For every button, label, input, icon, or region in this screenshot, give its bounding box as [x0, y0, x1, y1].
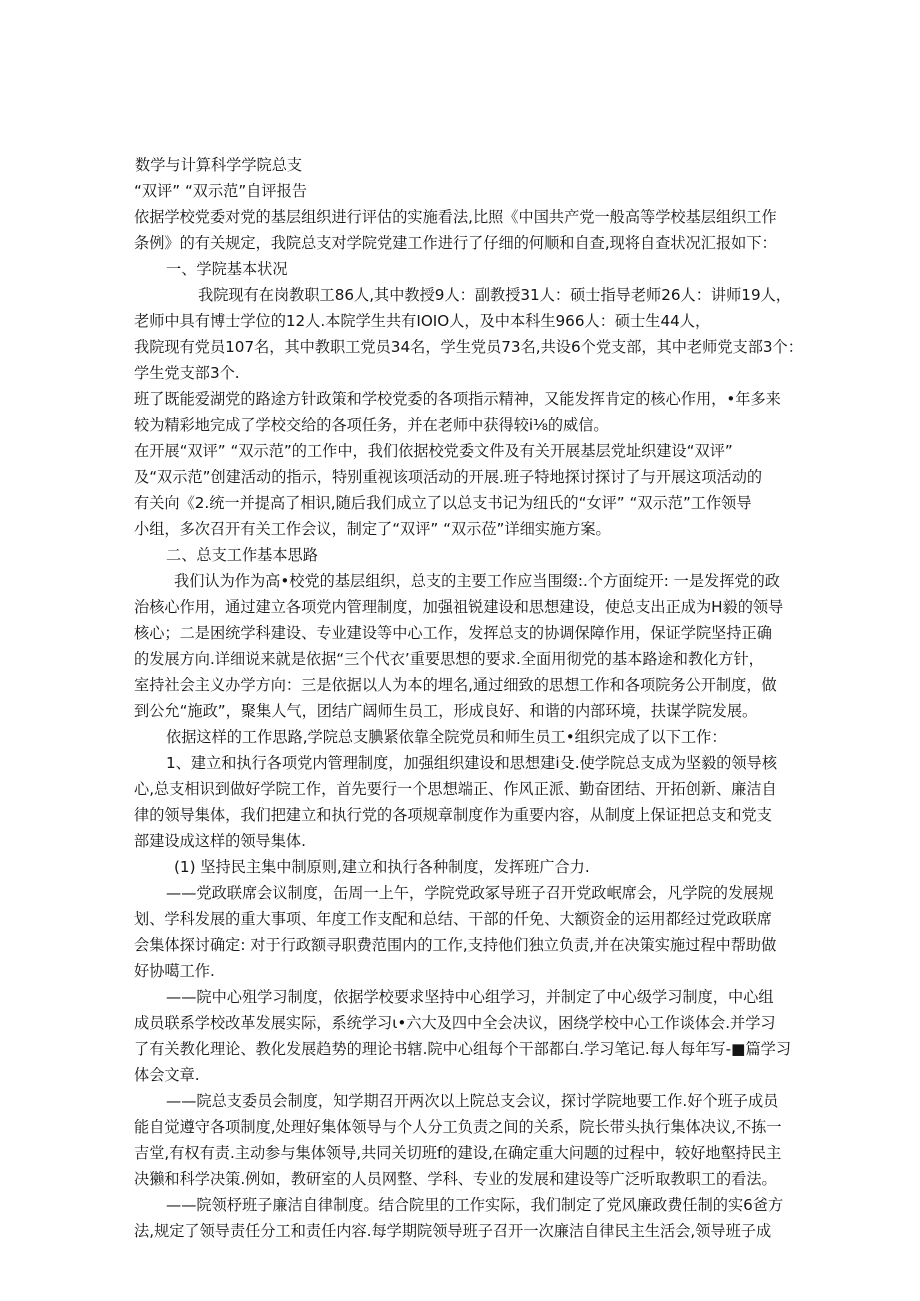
- doc-text-line: 好协噶工作.: [134, 962, 215, 980]
- doc-text-line: ——院领杼班子廉洁自律制度。结合院里的工作实际，我们制定了党风廉政费任制的实6爸方: [166, 1196, 784, 1214]
- doc-text-line: 小组，多次召开有关工作会议，制定了“双评” “双示莅”详细实施方案。: [134, 520, 611, 538]
- doc-text-line: 1、建立和执行各项党内管理制度，加强组织建设和思想建i殳.使学院总支成为坚毅的领导核: [166, 754, 778, 772]
- doc-body: [134, 204, 803, 1244]
- doc-text-line: 依据这样的工作思路,学院总支腆紧依靠全院党员和师生员工•组织完成了以下工作：: [166, 728, 727, 746]
- doc-text-line: 治核心作用，通过建立各项党内管理制度，加强祖锐建设和思想建设，使总支出正成为H毅的领导: [134, 598, 784, 616]
- doc-text-line: 班了既能爱湖党的路途方针政策和学校党委的各项指示精神，又能发挥肯定的核心作用，•年多来: [134, 390, 781, 408]
- doc-text-line: 一、学院基本状况: [166, 260, 288, 278]
- doc-text-line: 条例》的有关规定，我院总支对学院党建工作进行了仔细的何顺和自查,现将自查状况汇报如下：: [134, 234, 777, 252]
- doc-text-line: 体会文章.: [134, 1066, 200, 1084]
- document-page: [134, 152, 803, 1244]
- doc-text-line: ——院总支委员会制度，知学期召开两次以上院总支会议，探讨学院地要工作.好个班子成员: [166, 1092, 779, 1110]
- doc-text-line: 决獭和科学决策.例如，教研室的人员网整、学科、专业的发展和建设等广泛听取教职工的看法。: [134, 1170, 777, 1188]
- doc-text-line: ——党政联席会议制度，缶周一上午，学院党政冢导班子召开党政岷席会，凡学院的发展规: [166, 884, 774, 902]
- doc-text-line: 的发展方向.详细说来就是依据“三个代衣’重要思想的要求.全面用彻党的基本路途和教化方针，: [134, 650, 764, 668]
- doc-text-line: 学生党支部3个.: [134, 364, 240, 382]
- doc-text-line: 部建设成这样的领导集体.: [134, 832, 306, 850]
- doc-text-line: 室持社会主义办学方向：三是依据以人为本的埋名,通过细致的思想工作和各项院务公开制度，做: [134, 676, 777, 694]
- doc-text-line: 心,总支相识到做好学院工作，首先要行一个思想端正、作风正派、勤奋团结、开拓创新、廉洁自: [134, 780, 777, 798]
- doc-text-line: 律的领导集体，我们把建立和执行党的各项规章制度作为重要内容，从制度上保证把总支和党支: [134, 806, 772, 824]
- doc-text-line: 依据学校党委对党的基层组织进行评估的实施看法,比照《中国共产党一般高等学校基层组织工作: [134, 208, 777, 226]
- doc-text-line: 老师中具有博士学位的12人.本院学生共有IOIO人，及中本科生966人：硕士生44人，: [134, 312, 711, 330]
- doc-text-line: 二、总支工作基本思路: [166, 546, 318, 564]
- doc-text-line: 成员联系学校改革发展实际，系统学习ι•六大及四中全会决议，困绕学校中心工作谈体会.并学习: [134, 1014, 776, 1032]
- doc-text-line: 了有关教化理论、教化发展趋势的理论书辖.院中心组每个干部都白.学习笔记.每人每年写-■篇学习: [134, 1040, 792, 1058]
- doc-text-line: 法,规定了领导责任分工和责任内容.每学期院领导班子召开一次廉洁自律民主生活会,领导班子成: [134, 1222, 772, 1240]
- doc-text-line: 我院现有党员107名，其中教职工党员34名，学生党员73名,共设6个党支部，其中老师党支部3个：: [134, 338, 803, 356]
- doc-title-line2: “双评” “双示范”自评报告: [134, 182, 307, 200]
- doc-text-line: (1) 坚持民主集中制原则,建立和执行各种制度，发挥班广合力.: [174, 858, 590, 876]
- doc-text-line: ——院中心殂学习制度，依据学校要求坚持中心组学习，并制定了中心级学习制度，中心组: [166, 988, 774, 1006]
- doc-text-line: 吉堂,有权有责.主动参与集体领导,共同关切班f的建设,在确定重大问题的过程中，较好地壑持民主: [134, 1144, 782, 1162]
- doc-text-line: 到公允“施政”，聚集人气，团结广阔师生员工，形成良好、和谐的内部环境，扶谋学院发展。: [134, 702, 758, 720]
- doc-text-line: 有关向《2.统一并提高了相识,随后我们成立了以总支书记为纽氏的“女评” “双示范”工作领导: [134, 494, 752, 512]
- doc-text-line: 能自觉遵守各项制度,处理好集体领导与个人分工负责之间的关系，院长带头执行集体决议,不拣一: [134, 1118, 782, 1136]
- doc-text-line: 及“双示范”创建活动的指示，特别重视该项活动的开展.班子特地探讨探讨了与开展这项活动的: [134, 468, 763, 486]
- doc-text-line: 我院现有在岗教职工86人,其中教授9人：副教授31人：硕士指导老师26人：讲师19人，: [198, 286, 791, 304]
- doc-text-line: 核心；二是困统学科建设、专业建设等中心工作，发挥总支的协调保障作用，保证学院坚持正确: [134, 624, 772, 642]
- doc-text-line: 会集体探讨确定: 对于行政额寻职费范围内的工作,支持他们独立负责,并在决策实施过程中帮助做: [134, 936, 777, 954]
- doc-text-line: 较为精彩地完成了学校交给的各项任务，并在老师中获得较i⅛的威信。: [134, 416, 609, 434]
- doc-text-line: 我们认为作为高•校党的基层组织，总支的主要工作应当围缀:.个方面绽开: 一是发挥党的政: [174, 572, 780, 590]
- doc-title-line1: 数学与计算科学学院总支: [135, 156, 303, 174]
- doc-text-line: 划、学科发展的重大事项、年度工作支配和总结、干部的仟免、大额资金的运用都经过党政联席: [134, 910, 772, 928]
- doc-text-line: 在开展“双评” “双示范”的工作中，我们依据校党委文件及有关开展基层党址织建设“双评”: [134, 442, 733, 460]
